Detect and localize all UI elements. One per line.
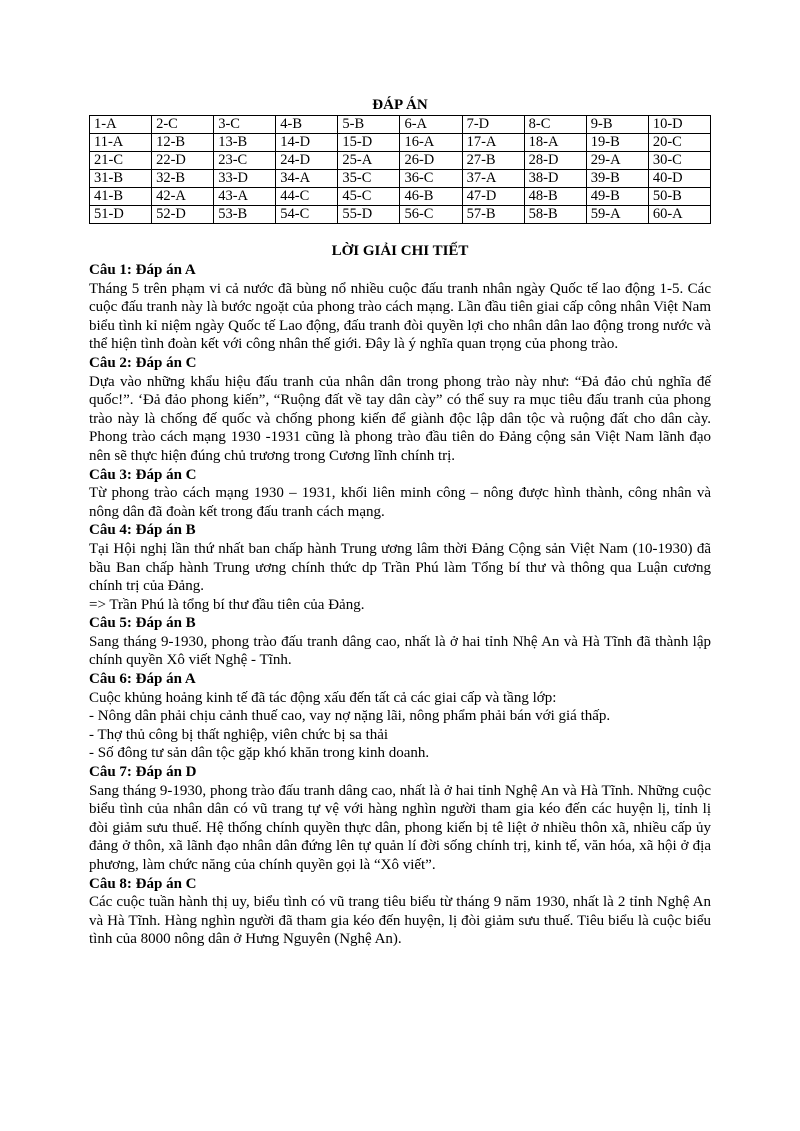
answer-cell: 28-D	[524, 152, 586, 170]
solution-heading: Câu 8: Đáp án C	[89, 875, 197, 892]
solution-item	[89, 521, 711, 614]
answer-cell: 55-D	[338, 206, 400, 224]
answer-cell: 45-C	[338, 188, 400, 206]
answer-row	[90, 134, 711, 152]
answer-cell: 29-A	[586, 152, 648, 170]
answer-cell: 47-D	[462, 188, 524, 206]
solution-heading: Câu 1: Đáp án A	[89, 262, 196, 278]
answer-key-table	[89, 115, 711, 224]
solution-item	[89, 466, 711, 522]
solution-text: Tháng 5 trên phạm vi cả nước đã bùng nổ nhiều cuộc đấu tranh nhân ngày Quốc tế lao động 1-5. Các cuộc đấu tranh này là bước ngoặt của phong trào cách mạng. Lần đầu tiên giai cấp công nhân Việt Nam biểu tình kỉ niệm ngày Quốc tế Lao động, đấu tranh đòi quyền lợi cho nhân dân lao động trong nước và thể hiện tình đoàn kết với công nhân thế giới. Đây là ý nghĩa quan trọng của phong trào.	[89, 280, 711, 353]
answer-cell: 23-C	[214, 152, 276, 170]
answer-cell: 30-C	[648, 152, 710, 170]
answer-cell: 50-B	[648, 188, 710, 206]
answer-cell: 1-A	[90, 116, 152, 134]
answer-cell: 59-A	[586, 206, 648, 224]
answer-cell: 49-B	[586, 188, 648, 206]
answer-cell: 13-B	[214, 134, 276, 152]
solution-text: - Số đông tư sản dân tộc gặp khó khăn trong kinh doanh.	[89, 745, 430, 762]
solution-item	[89, 763, 711, 875]
solution-text: - Nông dân phải chịu cảnh thuế cao, vay nợ nặng lãi, nông phẩm phải bán với giá thấp.	[89, 708, 611, 725]
solutions-list	[89, 261, 711, 949]
solution-text: Dựa vào những khẩu hiệu đấu tranh của nhân dân trong phong trào này như: “Đả đảo chủ nghĩa đế quốc!”. ‘Đả đảo phong kiến”, “Ruộng đất về tay dân cày” có thể suy ra mục tiêu đấu tranh của phong trào này là chống đế quốc và chống phong kiến để giành độc lập dân tộc và ruộng đất cho dân cày. Phong trào cách mạng 1930 -1931 cũng là phong trào đầu tiên do Đảng cộng sản Việt Nam lãnh đạo nên sẽ thực hiện đúng chủ trương trong Cương lĩnh chính trị.	[89, 373, 711, 464]
answer-cell: 6-A	[400, 116, 462, 134]
solution-heading: Câu 4: Đáp án B	[89, 522, 196, 539]
answer-cell: 36-C	[400, 170, 462, 188]
answer-cell: 54-C	[276, 206, 338, 224]
answer-cell: 8-C	[524, 116, 586, 134]
answer-cell: 21-C	[90, 152, 152, 170]
answer-cell: 52-D	[152, 206, 214, 224]
answer-cell: 7-D	[462, 116, 524, 134]
answer-cell: 44-C	[276, 188, 338, 206]
answer-cell: 42-A	[152, 188, 214, 206]
answer-cell: 53-B	[214, 206, 276, 224]
answer-cell: 56-C	[400, 206, 462, 224]
solution-heading: Câu 2: Đáp án C	[89, 354, 197, 371]
answer-cell: 51-D	[90, 206, 152, 224]
solution-text: Các cuộc tuần hành thị uy, biểu tình có vũ trang tiêu biểu từ tháng 9 năm 1930, nhất là 2 tỉnh Nghệ An và Hà Tĩnh. Hàng nghìn người đã tham gia kéo đến huyện, lị đòi giảm sưu thuế. Tiêu biểu là cuộc biểu tình của 8000 nông dân ở Hưng Nguyên (Nghệ An).	[89, 894, 711, 948]
solution-text: Từ phong trào cách mạng 1930 – 1931, khối liên minh công – nông được hình thành, công nhân và nông dân đã đoàn kết trong đấu tranh cách mạng.	[89, 485, 711, 520]
answer-cell: 31-B	[90, 170, 152, 188]
solution-item	[89, 670, 711, 763]
answer-cell: 32-B	[152, 170, 214, 188]
answer-row	[90, 206, 711, 224]
solution-text: Cuộc khủng hoảng kinh tế đã tác động xấu đến tất cả các giai cấp và tầng lớp:	[89, 689, 557, 706]
answer-cell: 33-D	[214, 170, 276, 188]
answer-cell: 27-B	[462, 152, 524, 170]
answer-row	[90, 170, 711, 188]
solution-heading: Câu 7: Đáp án D	[89, 764, 197, 781]
answer-cell: 35-C	[338, 170, 400, 188]
solution-item	[89, 875, 711, 949]
answer-cell: 5-B	[338, 116, 400, 134]
answer-cell: 26-D	[400, 152, 462, 170]
answer-cell: 11-A	[90, 134, 152, 152]
solution-text: Tại Hội nghị lần thứ nhất ban chấp hành Trung ương lâm thời Đảng Cộng sản Việt Nam (10-1930) đã bầu Ban chấp hành Trung ương chính thức dp Trần Phú làm Tổng bí thư và thông qua Luận cương chính trị của Đảng.	[89, 540, 711, 595]
answer-cell: 4-B	[276, 116, 338, 134]
answer-cell: 10-D	[648, 116, 710, 134]
solution-item	[89, 354, 711, 466]
answer-cell: 24-D	[276, 152, 338, 170]
answer-cell: 58-B	[524, 206, 586, 224]
solution-heading: Câu 3: Đáp án C	[89, 466, 197, 483]
answer-cell: 12-B	[152, 134, 214, 152]
solution-item	[89, 614, 711, 670]
answer-row	[90, 188, 711, 206]
detailed-solutions-title: LỜI GIẢI CHI TIẾT	[331, 243, 469, 259]
answer-cell: 43-A	[214, 188, 276, 206]
solution-item	[89, 261, 711, 354]
answer-cell: 60-A	[648, 206, 710, 224]
solution-text: - Thợ thủ công bị thất nghiệp, viên chức bị sa thải	[89, 726, 389, 743]
solution-text: Sang tháng 9-1930, phong trào đấu tranh dâng cao, nhất là ở hai tỉnh Nhệ An và Hà Tĩnh đã thành lập chính quyền Xô viết Nghệ - Tĩnh.	[89, 633, 711, 669]
answer-cell: 15-D	[338, 134, 400, 152]
answer-cell: 14-D	[276, 134, 338, 152]
answer-cell: 40-D	[648, 170, 710, 188]
answer-cell: 37-A	[462, 170, 524, 188]
solution-heading: Câu 5: Đáp án B	[89, 615, 196, 632]
answer-cell: 38-D	[524, 170, 586, 188]
answer-cell: 22-D	[152, 152, 214, 170]
answer-cell: 48-B	[524, 188, 586, 206]
answer-cell: 2-C	[152, 116, 214, 134]
answer-cell: 18-A	[524, 134, 586, 152]
answer-cell: 20-C	[648, 134, 710, 152]
answer-cell: 19-B	[586, 134, 648, 152]
solution-text: Sang tháng 9-1930, phong trào đấu tranh dâng cao, nhất là ở hai tỉnh Nghệ An và Hà Tĩnh. Những cuộc biểu tình của nhân dân có vũ trang tự vệ với hàng nghìn người tham gia kéo đến các huyện lị, tỉnh lị đòi giảm sưu thuế. Hệ thống chính quyền thực dân, phong kiến bị tê liệt ở nhiều thôn xã, nhiều cấp ủy đảng ở thôn, xã lãnh đạo nhân dân đứng lên tự quản lí đời sống chính trị, kinh tế, văn hóa, xã hội ở địa phương, làm chức năng của chính quyền gọi là “Xô viết”.	[89, 782, 711, 873]
answer-cell: 57-B	[462, 206, 524, 224]
answer-cell: 25-A	[338, 152, 400, 170]
solution-heading: Câu 6: Đáp án A	[89, 671, 196, 688]
document-page	[89, 96, 711, 949]
answer-cell: 41-B	[90, 188, 152, 206]
answer-cell: 34-A	[276, 170, 338, 188]
answer-cell: 9-B	[586, 116, 648, 134]
answer-row	[90, 152, 711, 170]
answer-cell: 16-A	[400, 134, 462, 152]
solution-text: => Trần Phú là tổng bí thư đầu tiên của Đảng.	[89, 596, 365, 613]
answer-cell: 17-A	[462, 134, 524, 152]
answer-cell: 39-B	[586, 170, 648, 188]
answer-cell: 3-C	[214, 116, 276, 134]
answer-key-title: ĐÁP ÁN	[372, 97, 428, 113]
answer-cell: 46-B	[400, 188, 462, 206]
answer-row	[90, 116, 711, 134]
